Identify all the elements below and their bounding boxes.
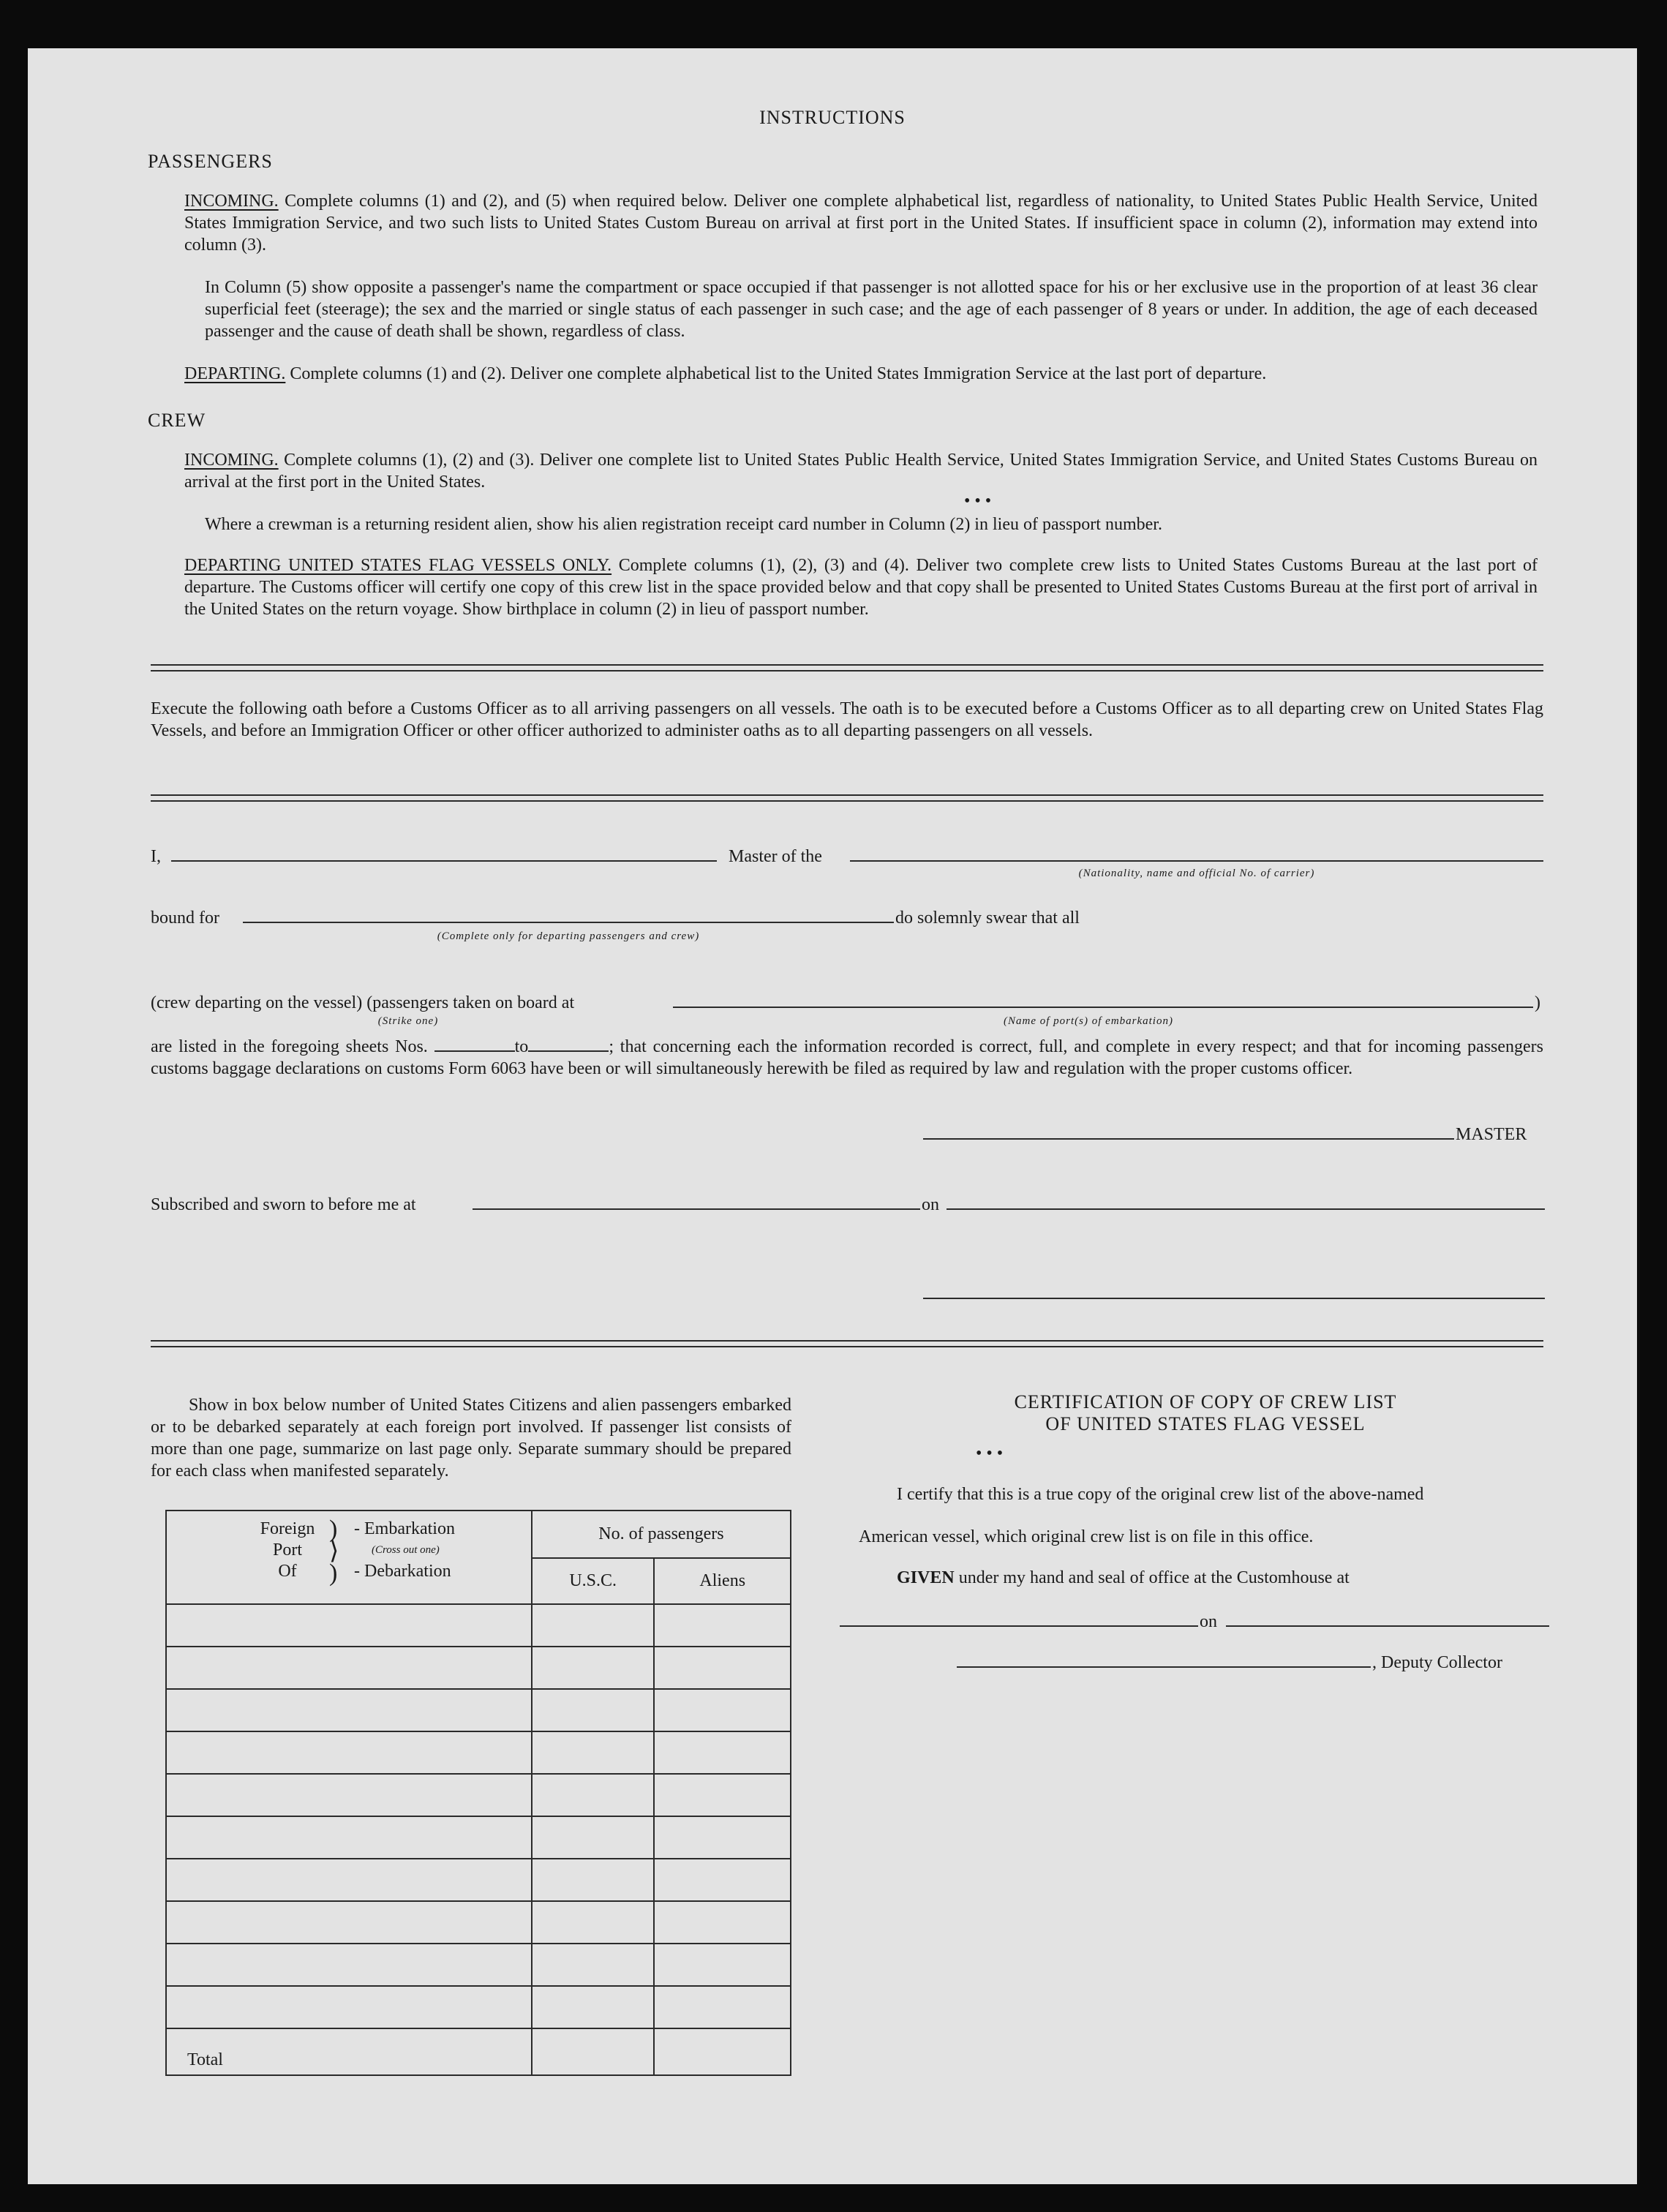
usc-cell[interactable]	[532, 1859, 655, 1901]
given-label: GIVEN	[897, 1568, 955, 1587]
debarkation-label: - Debarkation	[354, 1562, 451, 1581]
table-row	[166, 1859, 791, 1901]
master-of-the-label: Master of the	[729, 847, 822, 866]
crew-flag-label: DEPARTING UNITED STATES FLAG VESSELS ONLY.	[184, 556, 612, 575]
crew-heading: CREW	[148, 410, 206, 431]
sheet-from-field[interactable]	[434, 1050, 515, 1052]
carrier-field[interactable]	[850, 860, 1543, 862]
port-cell[interactable]	[166, 1774, 532, 1816]
summary-instruction: Show in box below number of United States Citizens and alien passengers embarked or to be debarked separately at each foreign port involved. If passenger list consists of more than one page, summarize on last page only. Separate summary should be prepared for each class when manifested separately.	[151, 1396, 791, 1481]
sworn-place-field[interactable]	[473, 1208, 920, 1210]
usc-header: U.S.C.	[532, 1558, 655, 1604]
table-row	[166, 1944, 791, 1986]
certification-title-line1: CERTIFICATION OF COPY OF CREW LIST	[1014, 1391, 1397, 1412]
certification-title-line2: OF UNITED STATES FLAG VESSEL	[1045, 1413, 1366, 1434]
listed-text: ; that concerning each the information recorded is correct, full, and complete in every respect; and that for incoming passengers customs baggage declarations on customs Form 6063 have been or will simultaneously herewith be filed as required by law and regulation with the proper customs officer.	[151, 1037, 1544, 1078]
officer-signature-field[interactable]	[923, 1298, 1545, 1299]
table-row	[166, 1901, 791, 1944]
oath-intro: Execute the following oath before a Customs Officer as to all arriving passengers on all vessels. The oath is to be executed before a Customs Officer as to all departing crew on United States Flag Vessels, and before an Immigration Officer or other officer authorized to administer oaths as to all departing passengers on all vessels.	[151, 699, 1543, 740]
ports-caption: (Name of port(s) of embarkation)	[1004, 1015, 1173, 1027]
sheet-to-field[interactable]	[528, 1050, 609, 1052]
usc-cell[interactable]	[532, 1774, 655, 1816]
bound-for-label: bound for	[151, 908, 219, 928]
port-cell[interactable]	[166, 1731, 532, 1774]
of-label: Of	[278, 1562, 297, 1581]
port-cell[interactable]	[166, 1859, 532, 1901]
port-label: Port	[272, 1540, 302, 1560]
sworn-on-label: on	[922, 1195, 939, 1214]
aliens-cell[interactable]	[654, 1901, 791, 1944]
certify-line1: I certify that this is a true copy of the original crew list of the above-named	[897, 1485, 1424, 1504]
port-cell[interactable]	[166, 1816, 532, 1859]
table-row	[166, 1731, 791, 1774]
subscribed-text: Subscribed and sworn to before me at	[151, 1195, 416, 1214]
carrier-caption: (Nationality, name and official No. of carrier)	[1078, 868, 1315, 879]
total-label: Total	[166, 2028, 532, 2075]
aliens-total-cell[interactable]	[654, 2028, 791, 2075]
aliens-cell[interactable]	[654, 1944, 791, 1986]
customhouse-field[interactable]	[840, 1625, 1198, 1627]
strike-caption: (Strike one)	[377, 1015, 439, 1027]
table-row	[166, 1647, 791, 1689]
passengers-column5-paragraph: In Column (5) show opposite a passenger's name the compartment or space occupied if that passenger is not allotted space for his or her exclusive use in the proportion of at least 36 clear superficial feet (steerage); the sex and the married or single status of each passenger in such case; and the age of each passenger of 8 years or under. In addition, the age of each deceased passenger and the cause of death shall be shown, regardless of class.	[205, 278, 1538, 341]
usc-cell[interactable]	[532, 1816, 655, 1859]
passenger-summary-table	[165, 1510, 791, 2076]
aliens-cell[interactable]	[654, 1647, 791, 1689]
instructions-title: INSTRUCTIONS	[759, 107, 906, 128]
usc-total-cell[interactable]	[532, 2028, 655, 2075]
aliens-cell[interactable]	[654, 1859, 791, 1901]
bound-caption: (Complete only for departing passengers and crew)	[437, 930, 700, 942]
passengers-departing-paragraph	[184, 363, 1538, 385]
swear-text: do solemnly swear that all	[895, 908, 1080, 928]
given-text: under my hand and seal of office at the Customhouse at	[958, 1568, 1350, 1587]
passengers-departing-label: DEPARTING.	[184, 364, 286, 383]
aliens-cell[interactable]	[654, 1731, 791, 1774]
crew-flag-text: Complete columns (1), (2), (3) and (4). Deliver two complete crew lists to United States Customs Bureau at the last port of departure. The Customs officer will certify one copy of this crew list in the space provided below and that copy shall be presented to United States Customs Bureau at the first port of arrival in the United States on the return voyage. Show birthplace in column (2) in lieu of passport number.	[184, 556, 1538, 619]
sworn-date-field[interactable]	[947, 1208, 1545, 1210]
form-sheet	[28, 48, 1637, 2184]
port-cell[interactable]	[166, 1901, 532, 1944]
crew-dots: • • •	[964, 492, 992, 511]
usc-cell[interactable]	[532, 1901, 655, 1944]
passengers-heading: PASSENGERS	[148, 151, 273, 172]
given-paragraph	[897, 1567, 1350, 1589]
port-cell[interactable]	[166, 1986, 532, 2028]
to-label: to	[514, 1037, 529, 1056]
usc-cell[interactable]	[532, 1731, 655, 1774]
usc-cell[interactable]	[532, 1944, 655, 1986]
usc-cell[interactable]	[532, 1689, 655, 1731]
certification-title	[840, 1391, 1571, 1435]
crew-resident-paragraph: Where a crewman is a returning resident alien, show his alien registration receipt card number in Column (2) in lieu of passport number.	[205, 515, 1162, 534]
crew-incoming-paragraph	[184, 449, 1538, 493]
table-row	[166, 1986, 791, 2028]
master-signature-field[interactable]	[923, 1138, 1454, 1140]
crew-flag-paragraph	[184, 554, 1538, 620]
aliens-cell[interactable]	[654, 1816, 791, 1859]
passengers-incoming-paragraph	[184, 190, 1538, 256]
port-cell[interactable]	[166, 1689, 532, 1731]
table-row	[166, 1689, 791, 1731]
port-cell[interactable]	[166, 1944, 532, 1986]
aliens-cell[interactable]	[654, 1986, 791, 2028]
passengers-incoming-text: Complete columns (1) and (2), and (5) when required below. Deliver one complete alphabetical list, regardless of nationality, to United States Public Health Service, United States Immigration Service, and two such lists to United States Custom Bureau on arrival at first port in the United States. If insufficient space in column (2), information may extend into column (3).	[184, 192, 1538, 255]
certification-date-field[interactable]	[1226, 1625, 1549, 1627]
port-cell[interactable]	[166, 1604, 532, 1647]
cross-out-caption: (Cross out one)	[372, 1544, 440, 1556]
port-cell[interactable]	[166, 1647, 532, 1689]
table-row	[166, 1604, 791, 1647]
foreign-label: Foreign	[260, 1519, 315, 1538]
no-of-passengers-header: No. of passengers	[532, 1511, 791, 1558]
divider	[151, 1340, 1543, 1347]
aliens-cell[interactable]	[654, 1689, 791, 1731]
foreign-port-header	[166, 1511, 532, 1604]
certification-dots: • • •	[976, 1444, 1004, 1463]
passengers-incoming-label: INCOMING.	[184, 192, 279, 211]
usc-cell[interactable]	[532, 1647, 655, 1689]
embarkation-ports-field[interactable]	[673, 1007, 1533, 1008]
bound-for-field[interactable]	[243, 922, 894, 923]
crew-incoming-text: Complete columns (1), (2) and (3). Deliver one complete list to United States Public Health Service, United States Immigration Service, and United States Customs Bureau on arrival at the first port in the United States.	[184, 451, 1538, 492]
aliens-cell[interactable]	[654, 1604, 791, 1647]
aliens-cell[interactable]	[654, 1774, 791, 1816]
master-label: MASTER	[1456, 1125, 1527, 1144]
listed-paragraph	[151, 1036, 1543, 1080]
listed-prefix: are listed in the foregoing sheets Nos.	[151, 1037, 428, 1056]
divider	[151, 794, 1543, 802]
usc-cell[interactable]	[532, 1986, 655, 2028]
deputy-collector-signature-field[interactable]	[957, 1666, 1371, 1668]
table-row	[166, 1774, 791, 1816]
close-paren: )	[1535, 993, 1540, 1012]
brace: ) ⟩ )	[329, 1516, 339, 1587]
crew-departing-text: (crew departing on the vessel) (passengers taken on board at	[151, 993, 575, 1012]
certification-on-label: on	[1200, 1612, 1217, 1631]
table-row	[166, 1816, 791, 1859]
total-row	[166, 2028, 791, 2075]
usc-cell[interactable]	[532, 1604, 655, 1647]
certify-line2: American vessel, which original crew list is on file in this office.	[859, 1527, 1314, 1546]
aliens-header: Aliens	[654, 1558, 791, 1604]
deputy-collector-label: , Deputy Collector	[1372, 1653, 1502, 1672]
embarkation-label: - Embarkation	[354, 1519, 455, 1538]
master-name-field[interactable]	[171, 860, 717, 862]
oath-i-label: I,	[151, 847, 161, 866]
passengers-departing-text: Complete columns (1) and (2). Deliver one complete alphabetical list to the United States Immigration Service at the last port of departure.	[290, 364, 1267, 383]
divider	[151, 664, 1543, 672]
crew-incoming-label: INCOMING.	[184, 451, 279, 470]
